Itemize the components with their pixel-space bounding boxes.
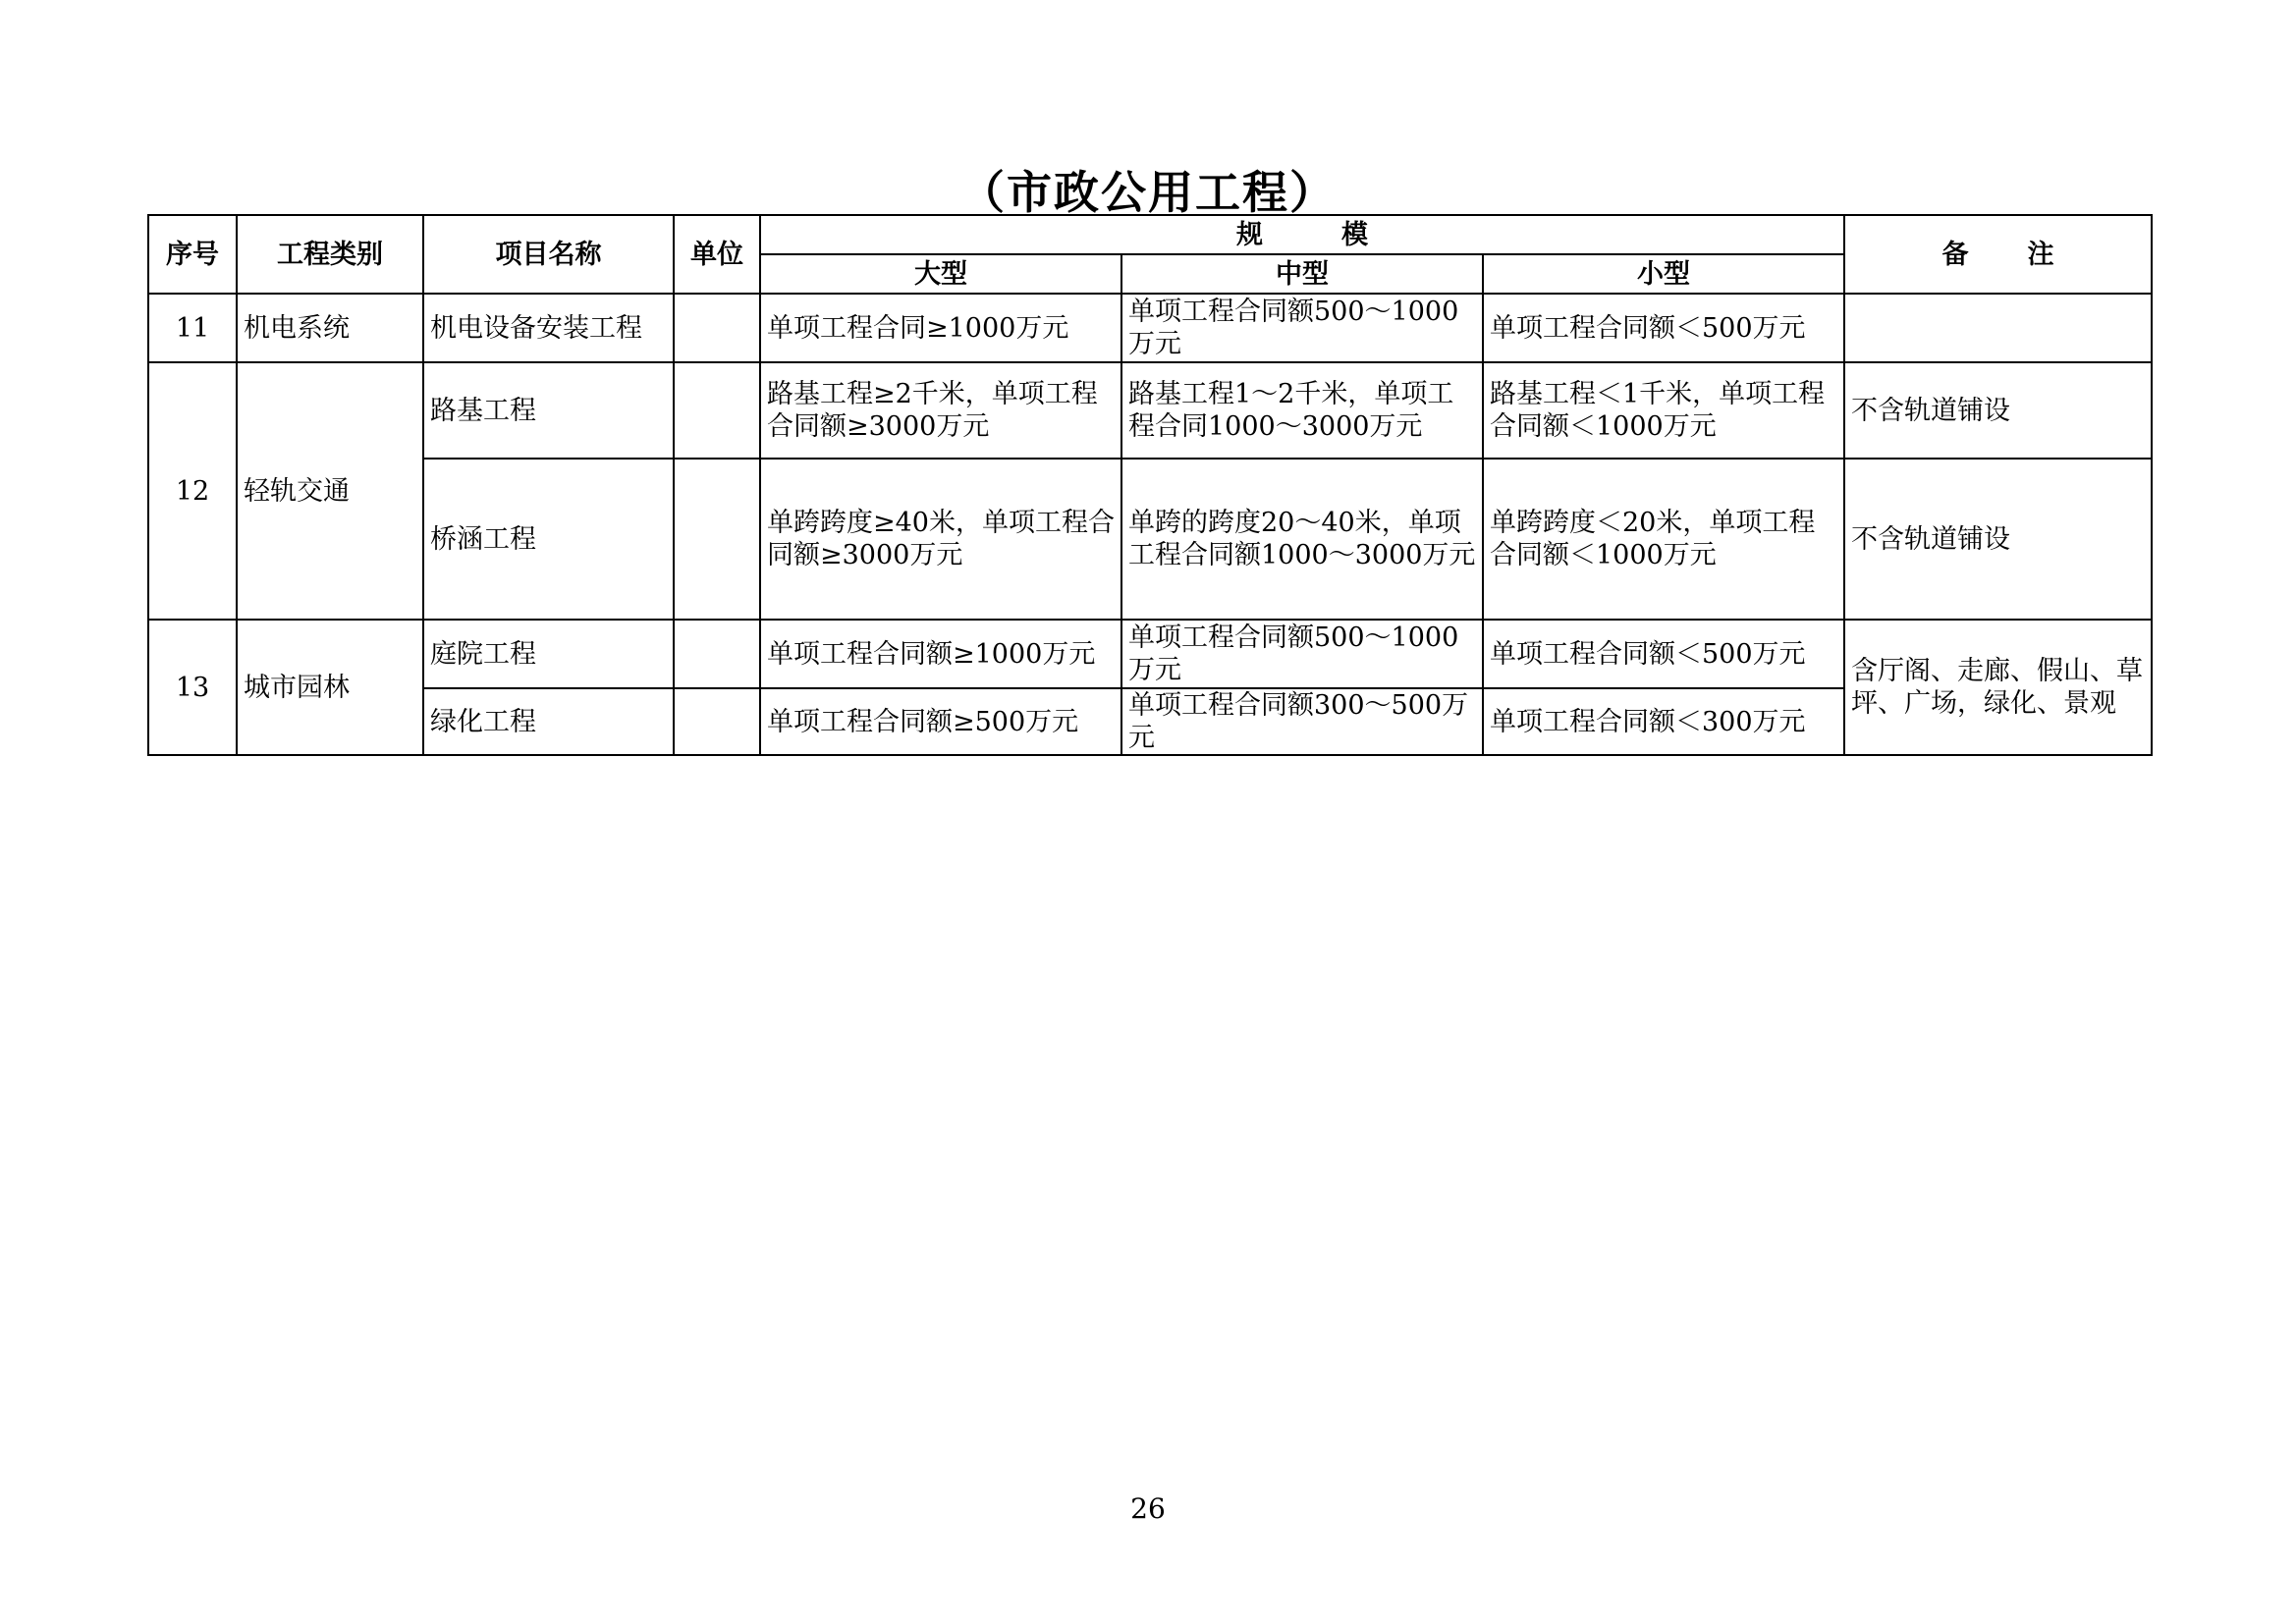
row-remark: 含厅阁、走廊、假山、草坪、广场，绿化、景观: [1844, 620, 2152, 755]
row-large: 单项工程合同额≥500万元: [760, 688, 1121, 755]
row-remark: 不含轨道铺设: [1844, 459, 2152, 620]
row-large: 路基工程≥2千米，单项工程合同额≥3000万元: [760, 362, 1121, 459]
row-unit: [674, 294, 760, 362]
header-scale-label: 规模: [1236, 219, 1447, 250]
header-remark: [1844, 215, 2152, 294]
row-medium: 单项工程合同额300～500万元: [1121, 688, 1483, 755]
scale-table: [147, 214, 2153, 756]
header-scale: [760, 215, 1844, 254]
header-medium: 中型: [1121, 254, 1483, 294]
header-small: 小型: [1483, 254, 1844, 294]
table-row: [148, 362, 2152, 459]
row-category: 城市园林: [237, 620, 423, 755]
row-project: 绿化工程: [423, 688, 674, 755]
row-large: 单项工程合同额≥1000万元: [760, 620, 1121, 688]
header-large: 大型: [760, 254, 1121, 294]
header-seq: 序号: [148, 215, 237, 294]
row-unit: [674, 459, 760, 620]
row-project: 桥涵工程: [423, 459, 674, 620]
row-small: 单项工程合同额＜300万元: [1483, 688, 1844, 755]
row-remark: 不含轨道铺设: [1844, 362, 2152, 459]
header-remark-label: 备注: [1941, 239, 2113, 270]
row-large: 单跨跨度≥40米，单项工程合同额≥3000万元: [760, 459, 1121, 620]
table-row: [148, 620, 2152, 688]
row-project: 路基工程: [423, 362, 674, 459]
row-remark: [1844, 294, 2152, 362]
row-seq: 12: [148, 362, 237, 620]
row-medium: 单跨的跨度20～40米，单项工程合同额1000～3000万元: [1121, 459, 1483, 620]
row-category: 机电系统: [237, 294, 423, 362]
table-row: [148, 294, 2152, 362]
row-seq: 13: [148, 620, 237, 755]
row-medium: 路基工程1～2千米，单项工程合同1000～3000万元: [1121, 362, 1483, 459]
row-unit: [674, 362, 760, 459]
page-title: （市政公用工程）: [959, 166, 1337, 219]
row-small: 路基工程＜1千米，单项工程合同额＜1000万元: [1483, 362, 1844, 459]
row-project: 机电设备安装工程: [423, 294, 674, 362]
row-small: 单项工程合同额＜500万元: [1483, 620, 1844, 688]
header-category: 工程类别: [237, 215, 423, 294]
table-row: [148, 459, 2152, 620]
row-category: 轻轨交通: [237, 362, 423, 620]
row-small: 单跨跨度＜20米，单项工程合同额＜1000万元: [1483, 459, 1844, 620]
row-project: 庭院工程: [423, 620, 674, 688]
row-large: 单项工程合同≥1000万元: [760, 294, 1121, 362]
header-project: 项目名称: [423, 215, 674, 294]
row-unit: [674, 688, 760, 755]
page-number: 26: [1130, 1492, 1166, 1525]
row-medium: 单项工程合同额500～1000万元: [1121, 620, 1483, 688]
row-small: 单项工程合同额＜500万元: [1483, 294, 1844, 362]
row-unit: [674, 620, 760, 688]
row-medium: 单项工程合同额500～1000万元: [1121, 294, 1483, 362]
header-unit: 单位: [674, 215, 760, 294]
row-seq: 11: [148, 294, 237, 362]
